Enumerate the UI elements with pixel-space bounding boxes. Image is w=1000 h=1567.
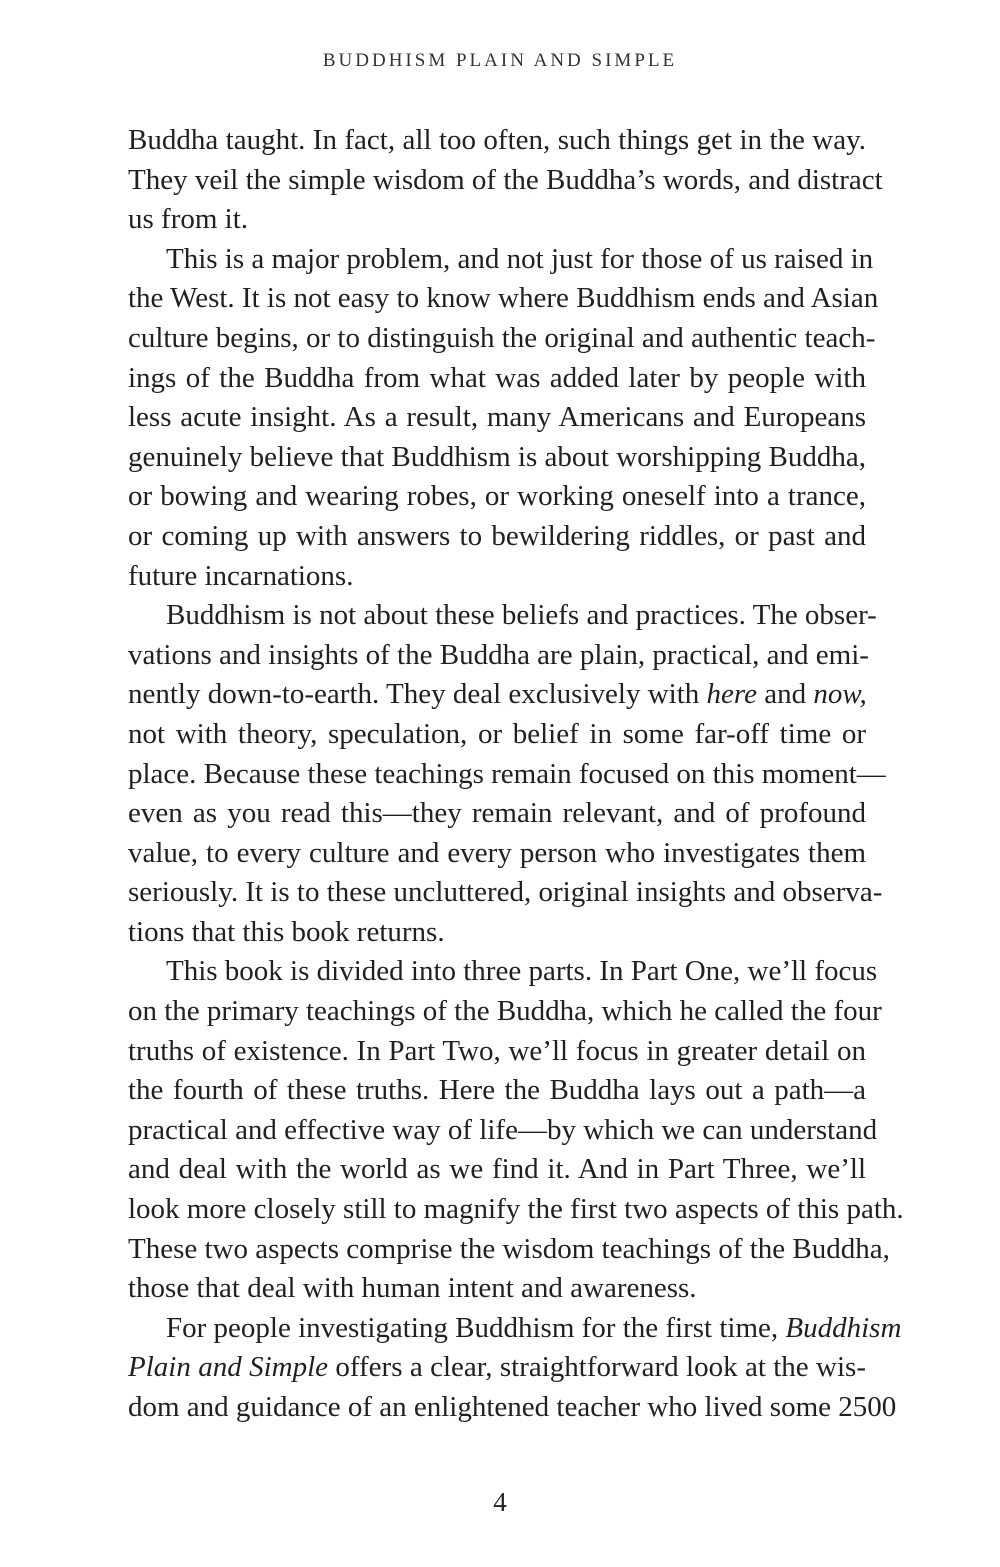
text-line: seriously. It is to these uncluttered, original insights and observa- (128, 876, 883, 909)
text-line: those that deal with human intent and awareness. (128, 1272, 697, 1305)
body-text (128, 121, 904, 1428)
text-line (128, 675, 866, 715)
text-line: dom and guidance of an enlightened teacher who lived some 2500 (128, 1391, 897, 1423)
text-run: nently down-to-earth. They deal exclusively with (128, 678, 700, 711)
text-line: vations and insights of the Buddha are plain, practical, and emi- (128, 638, 869, 671)
page-number: 4 (493, 1487, 507, 1517)
paragraph (128, 121, 883, 240)
text-line: They veil the simple wisdom of the Buddha’s words, and distract (128, 163, 883, 196)
book-title-italic: Buddhism (785, 1311, 902, 1344)
text-line: Buddha taught. In fact, all too often, such things get in the way. (128, 124, 866, 156)
emphasis-now: now, (813, 678, 867, 711)
text-line: truths of existence. In Part Two, we’ll focus in greater detail on (128, 1034, 866, 1067)
paragraph (128, 1309, 902, 1428)
text-line: practical and effective way of life—by which we can understand (128, 1113, 878, 1146)
text-line: look more closely still to magnify the first two aspects of this path. (128, 1193, 904, 1226)
text-line: Buddhism is not about these beliefs and practices. The obser- (166, 599, 877, 632)
text-line: This book is divided into three parts. In Part One, we’ll focus (166, 955, 878, 988)
text-line: future incarnations. (128, 559, 354, 592)
text-line: value, to every culture and every person who investigates them (128, 836, 866, 869)
running-head: BUDDHISM PLAIN AND SIMPLE (322, 50, 678, 71)
emphasis-here: here (706, 678, 757, 711)
text-line: place. Because these teachings remain focused on this moment— (128, 757, 886, 790)
text-line: culture begins, or to distinguish the original and authentic teach- (128, 321, 876, 354)
text-line: ings of the Buddha from what was added later by people with (128, 361, 866, 394)
text-line: This is a major problem, and not just for those of us raised in (166, 242, 874, 275)
text-run: offers a clear, straightforward look at the wis- (335, 1351, 866, 1384)
text-line: even as you read this—they remain relevant, and of profound (128, 797, 866, 830)
text-line: tions that this book returns. (128, 915, 445, 948)
text-run: and (764, 678, 807, 711)
text-line (128, 1348, 866, 1388)
text-line: less acute insight. As a result, many Americans and Europeans (128, 401, 866, 434)
text-run: For people investigating Buddhism for the first time, (166, 1311, 779, 1344)
text-line: not with theory, speculation, or belief in some far-off time or (128, 717, 866, 750)
text-line: on the primary teachings of the Buddha, which he called the four (128, 995, 882, 1028)
text-line: or coming up with answers to bewildering riddles, or past and (128, 519, 866, 552)
text-line (128, 1309, 902, 1349)
text-line: or bowing and wearing robes, or working oneself into a trance, (128, 480, 866, 513)
text-line: the West. It is not easy to know where Buddhism ends and Asian (128, 282, 879, 315)
text-line: genuinely believe that Buddhism is about worshipping Buddha, (128, 440, 866, 473)
text-line: the fourth of these truths. Here the Buddha lays out a path—a (128, 1074, 866, 1107)
paragraph (128, 240, 879, 596)
text-line: us from it. (128, 203, 249, 236)
text-line: These two aspects comprise the wisdom teachings of the Buddha, (128, 1232, 890, 1265)
book-title-italic: Plain and Simple (128, 1351, 328, 1384)
paragraph (128, 596, 886, 952)
text-line: and deal with the world as we find it. And in Part Three, we’ll (128, 1153, 866, 1186)
paragraph (128, 952, 904, 1308)
